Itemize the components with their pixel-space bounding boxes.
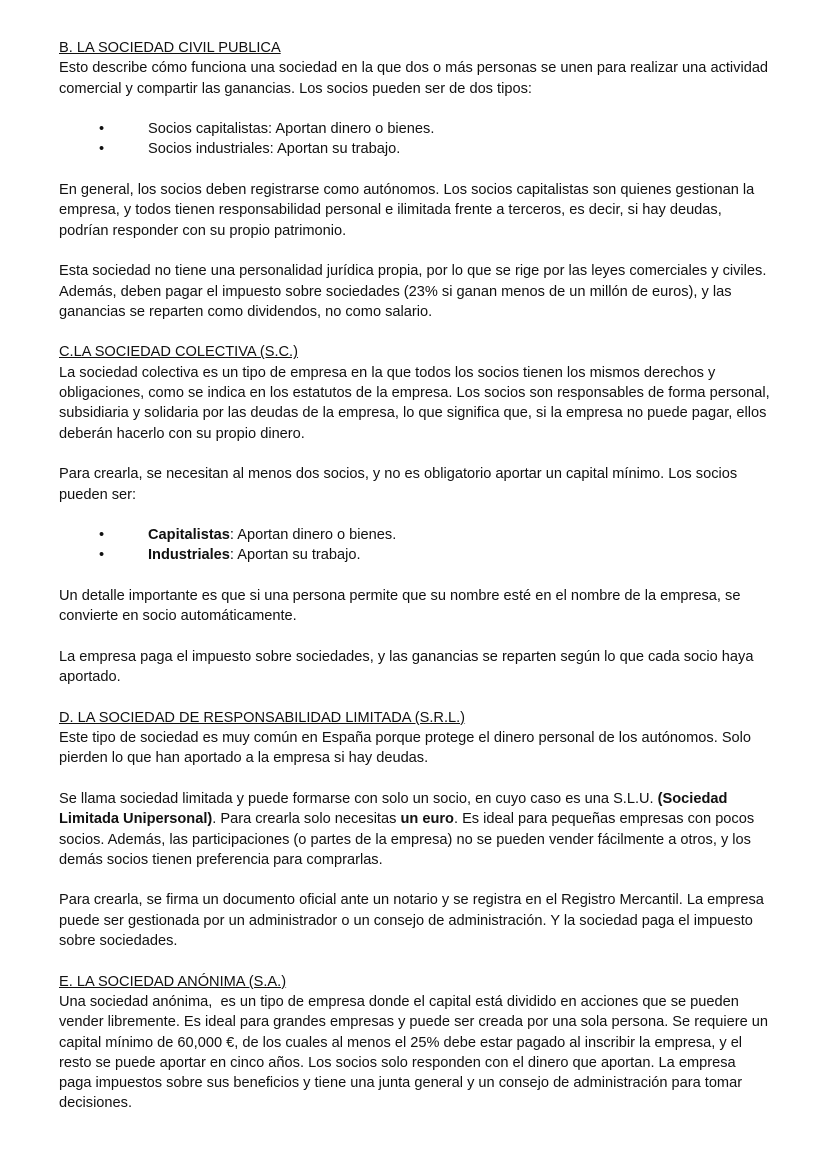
section-c-bullet-list <box>59 525 770 566</box>
section-b-paragraph-2: Esta sociedad no tiene una personalidad jurídica propia, por lo que se rige por las leyes comerciales y civiles. Además, deben pagar el impuesto sobre sociedades (23% si ganan menos de un millón de euros), y las ganancias se reparten como dividendos, no como salario. <box>59 263 767 320</box>
section-heading-e: E. LA SOCIEDAD ANÓNIMA (S.A.) <box>59 973 287 990</box>
section-c-intro: La sociedad colectiva es un tipo de empresa en la que todos los socios tienen los mismos derechos y obligaciones, como se indica en los estatutos de la empresa. Los socios son responsables de forma personal, subsidiaria y solidaria por las deudas de la empresa, lo que significa que, si la empresa no puede pagar, ellos deberán hacerlo con su propio dinero. <box>59 364 770 442</box>
list-item: • Capitalistas: Aportan dinero o bienes. <box>59 525 770 545</box>
list-item: • Socios industriales: Aportan su trabajo. <box>59 139 770 159</box>
section-b-bullet-list <box>59 119 770 160</box>
bullet-icon: • <box>99 121 105 138</box>
bullet-icon: • <box>99 547 105 564</box>
section-b-paragraph-1: En general, los socios deben registrarse como autónomos. Los socios capitalistas son quienes gestionan la empresa, y todos tienen responsabilidad personal e ilimitada frente a terceros, es decir, si hay deudas, podrían responder con su propio patrimonio. <box>59 182 755 239</box>
section-d-paragraph-2: Para crearla, se firma un documento oficial ante un notario y se registra en el Registro Mercantil. La empresa puede ser gestionada por un administrador o un consejo de administración. Y la sociedad paga el impuesto sobre sociedades. <box>59 892 764 950</box>
bullet-icon: • <box>99 527 105 544</box>
section-heading-c: C.LA SOCIEDAD COLECTIVA (S.C.) <box>59 344 298 361</box>
section-d-intro: Este tipo de sociedad es muy común en España porque protege el dinero personal de los autónomos. Solo pierden lo que han aportado a la empresa si hay deudas. <box>59 730 752 767</box>
section-c-paragraph-3: La empresa paga el impuesto sobre sociedades, y las ganancias se reparten según lo que cada socio haya aportado. <box>59 648 754 686</box>
bullet-icon: • <box>99 141 105 158</box>
section-e-intro: Una sociedad anónima, es un tipo de empresa donde el capital está dividido en acciones que se pueden vender libremente. Es ideal para grandes empresas y puede ser creada por una sola persona. Se requiere un capital mínimo de 60,000 €, de los cuales al menos el 25% debe estar pagado al inscribir la empresa, y el resto se puede aportar en cinco años. Los socios solo responden con el dinero que aportan. La empresa paga impuestos sobre sus beneficios y tiene una junta general y un consejo de administración para tomar decisiones. <box>59 993 773 1112</box>
section-b-intro: Esto describe cómo funciona una sociedad en la que dos o más personas se unen para realizar una actividad comercial y compartir las ganancias. Los socios pueden ser de dos tipos: <box>59 60 769 97</box>
list-item: • Socios capitalistas: Aportan dinero o bienes. <box>59 119 770 139</box>
section-heading-d: D. LA SOCIEDAD DE RESPONSABILIDAD LIMITADA (S.R.L.) <box>59 709 466 726</box>
list-item: • Industriales: Aportan su trabajo. <box>59 545 770 565</box>
section-c-paragraph-1: Para crearla, se necesitan al menos dos socios, y no es obligatorio aportar un capital mínimo. Los socios pueden ser: <box>59 466 738 503</box>
section-d-paragraph-1: Se llama sociedad limitada y puede formarse con solo un socio, en cuyo caso es una S.L.U. (Sociedad Limitada Unipersonal). Para crearla solo necesitas un euro. Es ideal para pequeñas empresas con pocos socios. Además, las participaciones (o partes de la empresa) no se pueden vender fácilmente a otros, y los demás socios tienen preferencia para comprarlas. <box>59 790 755 868</box>
section-c-paragraph-2: Un detalle importante es que si una persona permite que su nombre esté en el nombre de la empresa, se convierte en socio automáticamente. <box>59 588 741 625</box>
bullet-term: Industriales <box>148 547 230 564</box>
section-heading-b: B. LA SOCIEDAD CIVIL PUBLICA <box>59 40 281 56</box>
bullet-term: Capitalistas <box>148 527 230 544</box>
